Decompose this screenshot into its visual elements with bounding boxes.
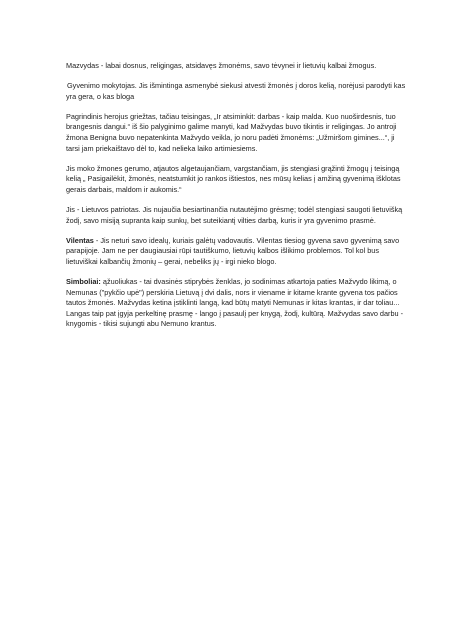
paragraph-text: Gyvenimo mokytojas. Jis išmintinga asmenybė siekusi atvesti žmonės į doros kelią, norėjusi parodyti kas yra gera, o kas bloga [66,81,406,101]
paragraph-life-teacher [66,81,410,102]
paragraph-teaches-kindness [66,164,410,196]
paragraph-vilentas [66,236,410,268]
paragraph-text: Mazvydas - labai dosnus, religingas, atsidavęs žmonėms, savo tėvynei ir lietuvių kalbai žmogus. [66,61,377,70]
paragraph-text: - Jis neturi savo idealų, kuriais galėtų vadovautis. Vilentas tiesiog gyvena savo gyvenimą savo parapijoje. Jam ne per daugiausiai rūpi tautiškumo, lietuvių kalbos išlikimo problemos. Tol kol bus lietuviškai kalbančių žmonių – gerai, nebeliks jų - irgi niekо blogo. [66,235,400,266]
paragraph-main-hero [66,112,410,154]
paragraph-text: ąžuoliukas - tai dvasinės stiprybės ženklas, jo sodinimas atkartoja paties Mažvydo likimą, o Nemunas ("pykčio upė") perskiria Lietuvą į dvi dalis, nors ir viename ir kitame krante gyvena tos pačios tautos žmonės. Mažvydas ketina įstiklinti langą, kad būtų matyti Nemunas ir kitas krantas, ir dar toliau... Langas taip pat įgyja perkeltinę prasmę - lango į pasaulį per knygą, žodį, kultūrą. Mažvydas savo darbu - knygomis - tikisi sujungti abu Nemuno krantus. [66,276,404,329]
paragraph-text: Pagrindinis herojus griežtas, tačiau teisingas, „Ir atsiminkit: darbas - kaip malda. Kuo nuoširdesnis, tuo brangesnis dangui.“ iš šio palyginimo galime manyti, kad Mažvydas buvo tikintis ir religingas. Jo antroji žmona Benigna buvo nepatenkinta Mažvydo veikla, jo noru padėti žmonėms: „Užmiršom gimines...“, ji tarsi jam priekaištavo dėl to, kad nelieka laiko artimiesiems. [66,111,397,153]
paragraph-patriot [66,205,410,226]
document-body [66,61,410,339]
paragraph-text: Jis - Lietuvos patriotas. Jis nujaučia besiartinančia nutautėjimo grėsmę; todėl stengiasi saugoti lietuvišką žodį, savo misiją supranta kaip sunkų, bet suteikiantį vilties darbą, kuris ir yra gyvenimo prasmė. [66,204,403,225]
paragraph-lead-vilentas: Vilentas [66,235,94,245]
paragraph-symbols [66,277,410,330]
paragraph-text: Jis moko žmones gerumo, atjautos algetaujančiam, vargstančiam, jis stengiasi grąžinti žmogų į teisingą kelią „ Pasigailėkit, žmonės, neatstumkit jo rankos ištiestos, nes mūsų kelias į amžiną gyvenimą išklotas gerais darbais, maldom ir aukomis.“ [66,163,401,194]
paragraph-mazvydas-intro [66,61,410,72]
paragraph-lead-symbols: Simboliai: [66,276,101,286]
